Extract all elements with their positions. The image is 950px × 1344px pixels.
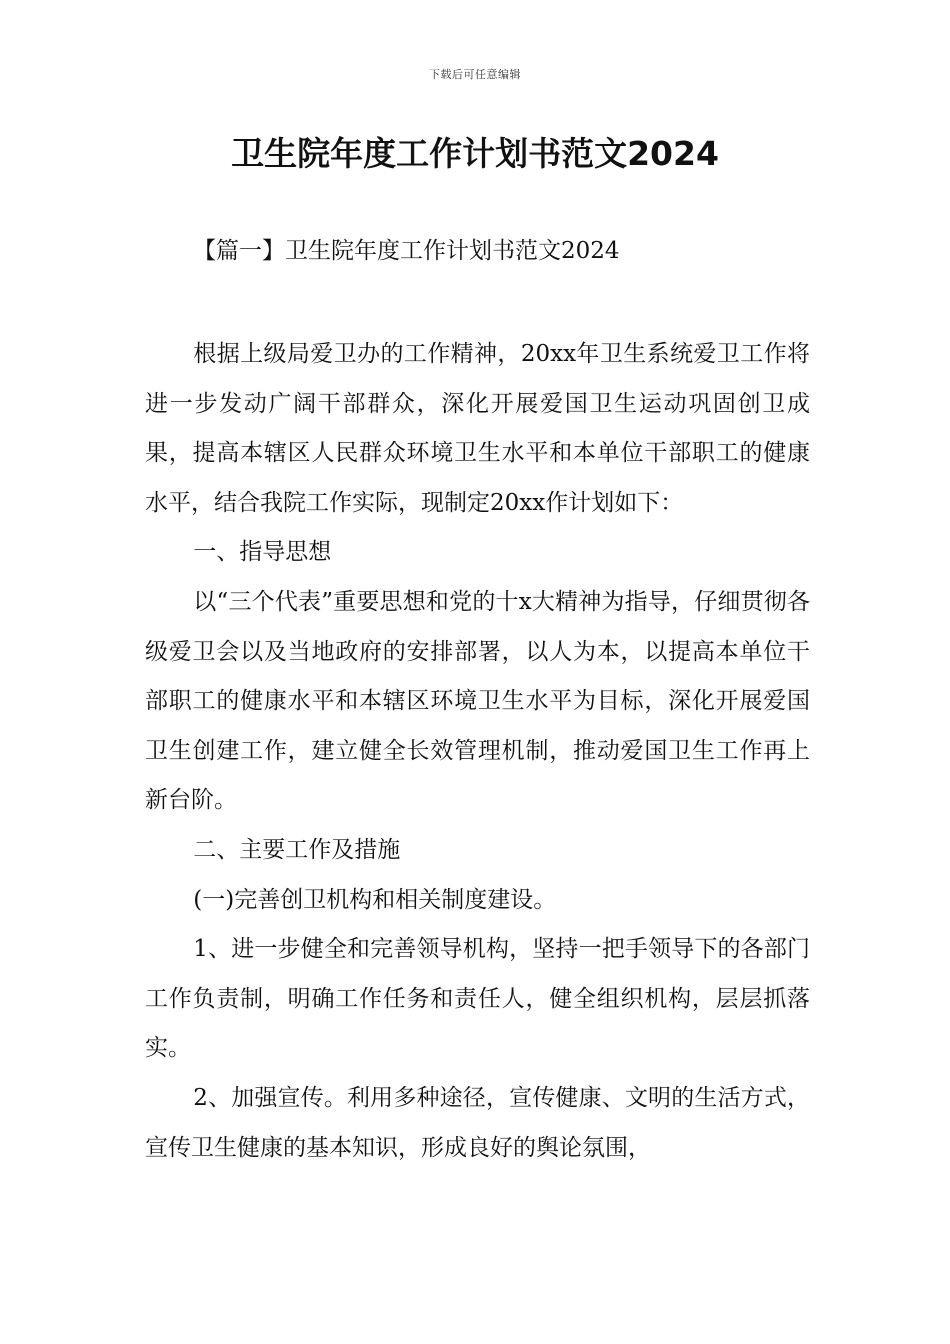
header-note: 下载后可任意编辑 <box>429 68 521 81</box>
paragraph-item-1: 1、进一步健全和完善领导机构，坚持一把手领导下的各部门工作负责制，明确工作任务和责任人，健全组织机构，层层抓落实。 <box>145 936 810 1062</box>
document-body <box>145 330 810 1173</box>
paragraph-guiding-ideology: 以“三个代表”重要思想和党的十x大精神为指导，仔细贯彻各级爱卫会以及当地政府的安排部署，以人为本，以提高本单位干部职工的健康水平和本辖区环境卫生水平为目标，深化开展爱国卫生创建工作，建立健全长效管理机制，推动爱国卫生工作再上新台阶。 <box>145 588 810 814</box>
heading-main-work: 二、主要工作及措施 <box>193 836 401 863</box>
heading-guiding-ideology: 一、指导思想 <box>193 539 332 566</box>
section-heading: 【篇一】卫生院年度工作计划书范文2024 <box>193 238 620 264</box>
paragraph-item-2: 2、加强宣传。利用多种途径，宣传健康、文明的生活方式，宣传卫生健康的基本知识，形成良好的舆论氛围， <box>145 1084 810 1161</box>
paragraph-intro: 根据上级局爱卫办的工作精神，20xx年卫生系统爱卫工作将进一步发动广阔干部群众，深化开展爱国卫生运动巩固创卫成果，提高本辖区人民群众环境卫生水平和本单位干部职工的健康水平，结合我院工作实际，现制定20xx作计划如下： <box>145 341 810 516</box>
subheading-institution-building: (一)完善创卫机构和相关制度建设。 <box>193 886 557 913</box>
document-title: 卫生院年度工作计划书范文2024 <box>231 134 719 173</box>
